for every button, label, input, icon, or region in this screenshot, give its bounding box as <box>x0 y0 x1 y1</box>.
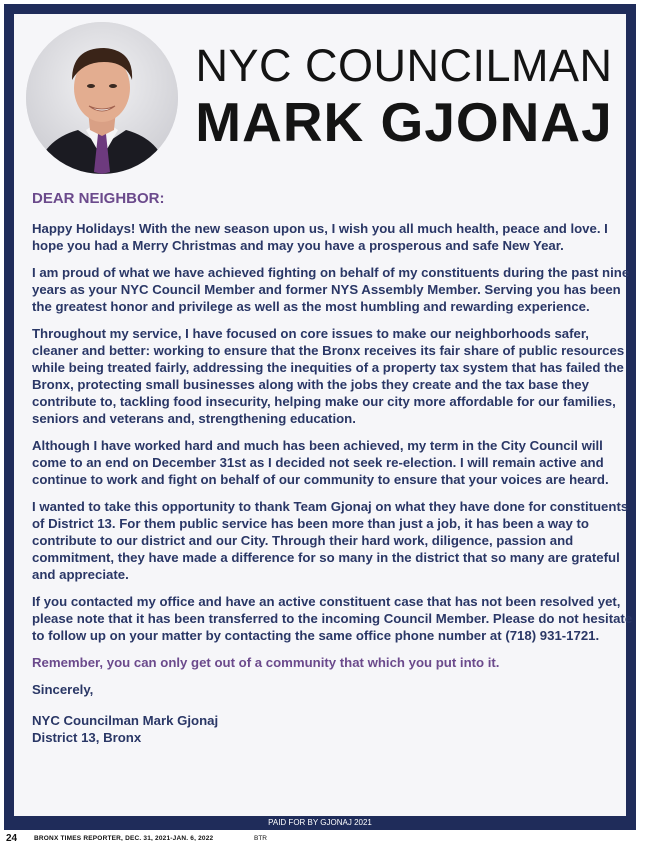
publication-line: BRONX TIMES REPORTER, DEC. 31, 2021-JAN. 6, 2022 <box>34 835 214 842</box>
signature-district: District 13, Bronx <box>32 730 142 745</box>
closing-quote: Remember, you can only get out of a community that which you put into it. <box>32 655 500 670</box>
paragraph-holidays: Happy Holidays! With the new season upon us, I wish you all much health, peace and love. I hope you had a Merry Christmas and may you have a prosperous and safe New Year. <box>32 221 608 253</box>
letter-body <box>32 190 636 746</box>
paragraph-service: Throughout my service, I have focused on core issues to make our neighborhoods safer, cleaner and better: working to ensure that the Bronx receives its fair share of public resources while being treated fairly, addressing the inequities of a property tax system that has failed the Bronx, protecting small businesses along with the jobs they create and the tax base they contribute to, tackling food insecurity, helping make our city more affordable for our families, seniors and veterans and, strengthening education. <box>32 326 625 426</box>
page-number: 24 <box>6 833 18 844</box>
page-footer <box>4 833 644 845</box>
btr-mark: BTR <box>254 835 267 842</box>
paragraph-constituent-case: If you contacted my office and have an active constituent case that has not been resolved yet, please note that it has been transferred to the incoming Council Member. Please do not hesitate to follow up on your matter by contacting the same office phone number at (718) 931-1721. <box>32 594 633 643</box>
ad-frame <box>4 4 636 830</box>
portrait-icon <box>26 22 178 174</box>
sign-off: Sincerely, <box>32 682 94 697</box>
paid-for-disclaimer: PAID FOR BY GJONAJ 2021 <box>268 818 372 827</box>
title-line-1: NYC COUNCILMAN <box>195 40 613 91</box>
paragraph-thanks-team: I wanted to take this opportunity to thank Team Gjonaj on what they have done for constituents of District 13. For them public service has been more than just a job, it has been a way to contribute to our district and our City. Through their hard work, diligence, passion and commitment, they have made a difference for so many in the district that so many are grateful and appreciate. <box>32 499 629 582</box>
ad-panel <box>14 14 633 827</box>
signature-name: NYC Councilman Mark Gjonaj <box>32 713 219 728</box>
title-line-2: MARK GJONAJ <box>195 91 613 153</box>
greeting: DEAR NEIGHBOR: <box>32 190 165 207</box>
portrait-photo <box>26 22 178 174</box>
paragraph-proud: I am proud of what we have achieved fighting on behalf of my constituents during the past nine years as your NYC Council Member and former NYS Assembly Member. Serving you has been the greatest honor and privilege as well as the most humbling and rewarding experience. <box>32 265 630 314</box>
paragraph-term-ending: Although I have worked hard and much has been achieved, my term in the City Council will come to an end on December 31st as I decided not seek re-election. I will remain active and continue to work and fight on behalf of our community to ensure that your voices are heard. <box>32 438 609 487</box>
